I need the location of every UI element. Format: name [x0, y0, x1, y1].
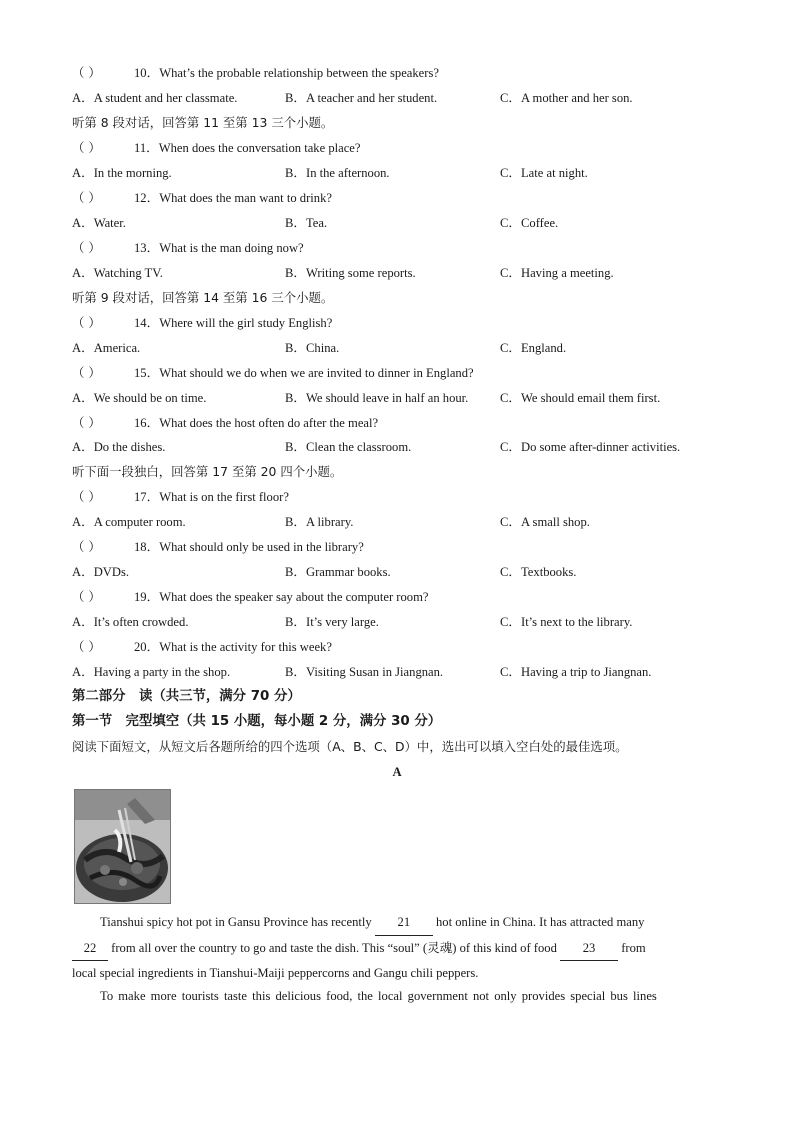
passage-text: To make more tourists taste this delicious food, the local government not only provides special bus lines [100, 989, 657, 1003]
question-stem: 11．When does the conversation take place? [134, 141, 361, 155]
question-stem: 15．What should we do when we are invited to dinner in England? [134, 366, 474, 380]
section-instruction: 听第 8 段对话，回答第 11 至第 13 三个小题。 [72, 115, 334, 130]
option-a: A．In the morning. [72, 166, 172, 180]
section-instruction: 听第 9 段对话，回答第 14 至第 16 三个小题。 [72, 290, 334, 305]
option-c: C．It’s next to the library. [500, 615, 633, 629]
option-a: A．Do the dishes. [72, 440, 166, 454]
reading-instruction: 阅读下面短文，从短文后各题所给的四个选项（A、B、C、D）中，选出可以填入空白处的最佳选项。 [72, 739, 628, 754]
option-c: C．We should email them first. [500, 391, 661, 405]
option-a: A．DVDs. [72, 565, 130, 579]
option-a: A．A student and her classmate. [72, 91, 238, 105]
option-b: B．A teacher and her student. [285, 91, 438, 105]
option-c: C．A mother and her son. [500, 91, 633, 105]
question-stem: 19．What does the speaker say about the computer room? [134, 590, 429, 604]
part-title: 第二部分 读（共三节，满分 70 分） [72, 689, 301, 704]
option-b: B．We should leave in half an hour. [285, 391, 469, 405]
question-stem: 13．What is the man doing now? [134, 241, 304, 255]
answer-paren[interactable]: （ ） [72, 240, 101, 255]
option-c: C．Late at night. [500, 166, 588, 180]
answer-paren[interactable]: （ ） [72, 589, 101, 604]
option-c: C．England. [500, 341, 567, 355]
passage-text: Tianshui spicy hot pot in Gansu Province has recently [100, 915, 372, 929]
answer-paren[interactable]: （ ） [72, 539, 101, 554]
option-c: C．A small shop. [500, 515, 590, 529]
option-c: C．Having a meeting. [500, 266, 614, 280]
answer-paren[interactable]: （ ） [72, 365, 101, 380]
section-instruction: 听下面一段独白，回答第 17 至第 20 四个小题。 [72, 464, 343, 479]
section-title: 第一节 完型填空（共 15 小题，每小题 2 分，满分 30 分） [72, 714, 442, 729]
option-b: B．Grammar books. [285, 565, 391, 579]
passage-label: A [392, 765, 402, 779]
question-stem: 17．What is on the first floor? [134, 490, 289, 504]
blank-23[interactable]: 23 [560, 936, 618, 962]
question-20 [72, 639, 332, 655]
option-c: C．Having a trip to Jiangnan. [500, 665, 652, 679]
option-a: A．America. [72, 341, 141, 355]
question-16 [72, 415, 378, 431]
passage-paragraph-2 [72, 984, 722, 1009]
question-12 [72, 190, 332, 206]
hot-pot-photo [74, 789, 171, 904]
answer-paren[interactable]: （ ） [72, 489, 101, 504]
option-b: B．In the afternoon. [285, 166, 390, 180]
question-stem: 16．What does the host often do after the meal? [134, 416, 379, 430]
option-b: B．Clean the classroom. [285, 440, 412, 454]
option-c: C．Do some after-dinner activities. [500, 440, 681, 454]
answer-paren[interactable]: （ ） [72, 315, 101, 330]
answer-paren[interactable]: （ ） [72, 190, 101, 205]
option-c: C．Textbooks. [500, 565, 577, 579]
question-stem: 14．Where will the girl study English? [134, 316, 333, 330]
answer-paren[interactable]: （ ） [72, 65, 101, 80]
question-14 [72, 315, 332, 331]
passage-text: from [621, 940, 646, 955]
blank-22[interactable]: 22 [72, 936, 108, 962]
option-b: B．Visiting Susan in Jiangnan. [285, 665, 444, 679]
question-18 [72, 539, 364, 555]
option-a: A．We should be on time. [72, 391, 207, 405]
option-a: A．Having a party in the shop. [72, 665, 231, 679]
option-a: A．Water. [72, 216, 126, 230]
question-stem: 10．What’s the probable relationship between the speakers? [134, 66, 439, 80]
question-13 [72, 240, 304, 256]
question-19 [72, 589, 428, 605]
passage-text: hot online in China. It has attracted many [435, 915, 645, 929]
passage-text: local special ingredients in Tianshui-Maiji peppercorns and Gangu chili peppers. [72, 966, 479, 980]
answer-paren[interactable]: （ ） [72, 639, 101, 654]
passage-paragraph-1 [72, 910, 722, 986]
option-b: B．Writing some reports. [285, 266, 416, 280]
question-11 [72, 140, 360, 156]
option-a: A．Watching TV. [72, 266, 163, 280]
answer-paren[interactable]: （ ） [72, 140, 101, 155]
option-a: A．A computer room. [72, 515, 186, 529]
option-b: B．A library. [285, 515, 354, 529]
blank-21[interactable]: 21 [375, 910, 433, 936]
question-15 [72, 365, 474, 381]
option-c: C．Coffee. [500, 216, 559, 230]
answer-paren[interactable]: （ ） [72, 415, 101, 430]
option-b: B．China. [285, 341, 340, 355]
passage-text: from all over the country to go and taste the dish. This “soul” (灵魂) of this kind of food [111, 940, 557, 955]
option-b: B．Tea. [285, 216, 328, 230]
question-stem: 18．What should only be used in the library? [134, 540, 364, 554]
question-17 [72, 489, 289, 505]
option-a: A．It’s often crowded. [72, 615, 189, 629]
question-10 [72, 65, 439, 81]
question-stem: 12．What does the man want to drink? [134, 191, 332, 205]
question-stem: 20．What is the activity for this week? [134, 640, 332, 654]
option-b: B．It’s very large. [285, 615, 379, 629]
